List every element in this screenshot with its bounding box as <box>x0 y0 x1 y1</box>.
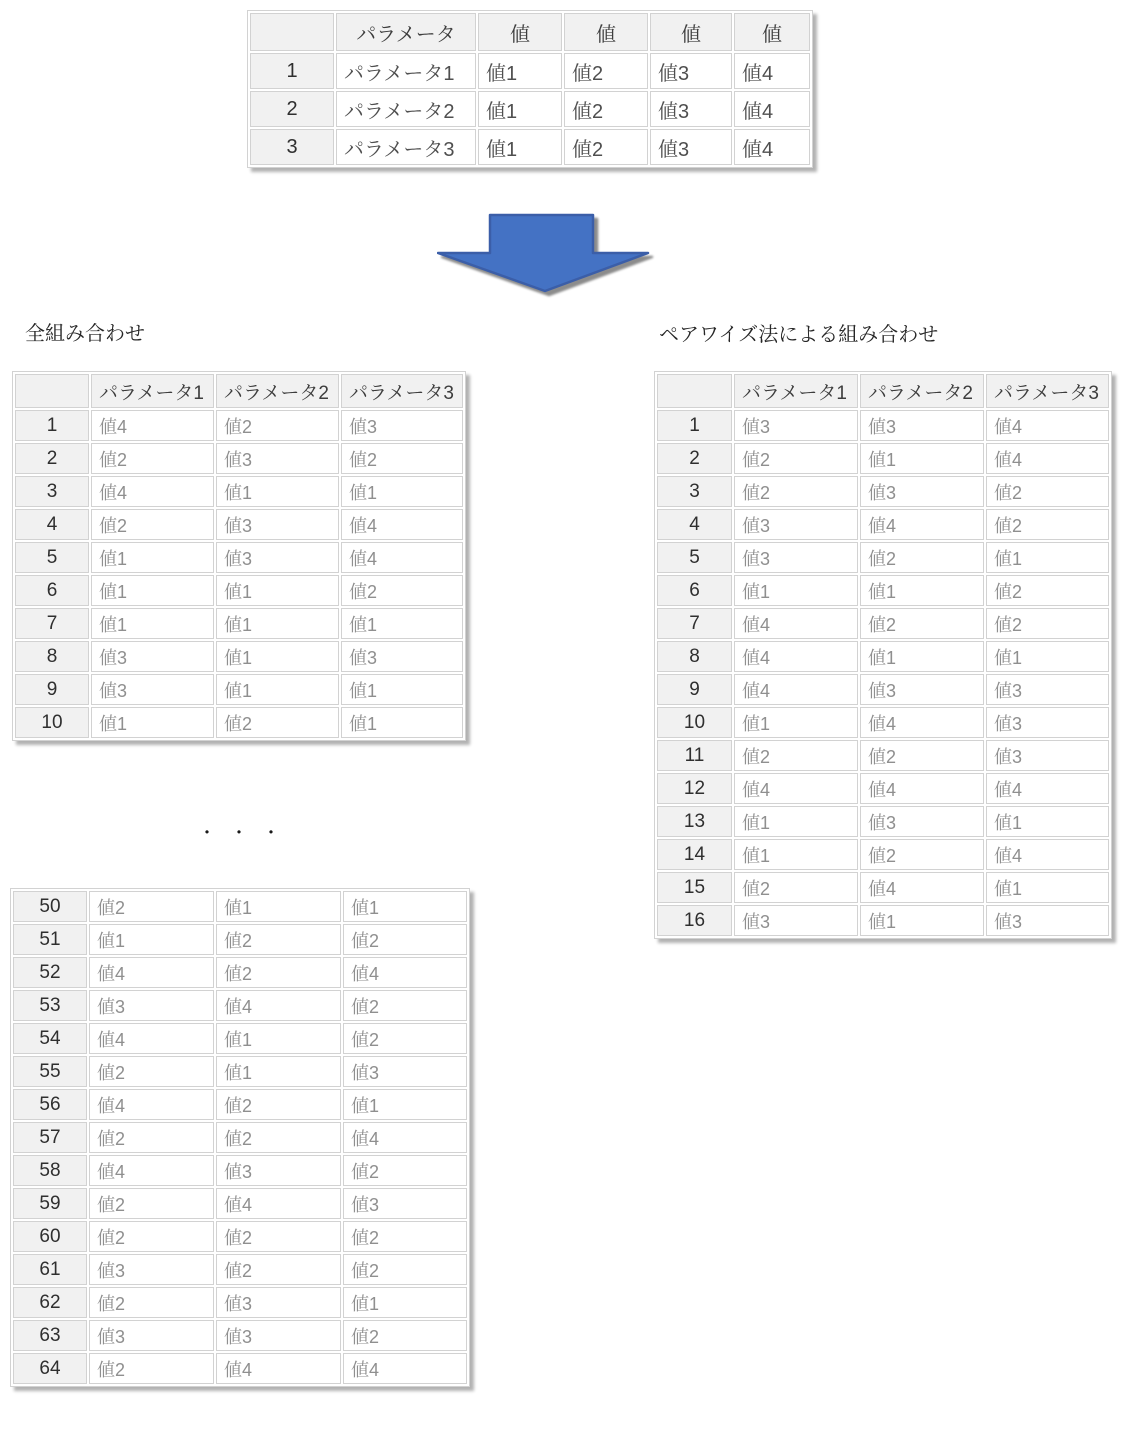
column-header: パラメータ3 <box>341 374 463 408</box>
value-cell: 値2 <box>986 575 1109 606</box>
value-cell: 値2 <box>734 443 858 474</box>
value-cell: 値4 <box>860 773 984 804</box>
table-row <box>15 443 463 474</box>
table-row <box>657 641 1109 672</box>
value-cell: 値2 <box>341 443 463 474</box>
value-cell: 値2 <box>216 1221 341 1252</box>
value-cell: 値3 <box>650 129 732 165</box>
value-cell: 値1 <box>341 608 463 639</box>
value-cell: 値2 <box>343 1023 467 1054</box>
row-number: 2 <box>250 91 334 127</box>
value-cell: 値2 <box>216 1254 341 1285</box>
value-cell: パラメータ1 <box>336 53 476 89</box>
row-number: 12 <box>657 773 732 804</box>
value-cell: 値2 <box>343 1155 467 1186</box>
value-cell: 値1 <box>216 476 339 507</box>
value-cell: 値1 <box>986 872 1109 903</box>
table-row <box>13 1353 467 1384</box>
value-cell: 値4 <box>216 1353 341 1384</box>
row-number: 3 <box>250 129 334 165</box>
value-cell: 値1 <box>91 542 214 573</box>
full-combinations-label-text: 全組み合わせ <box>25 322 145 345</box>
value-cell: 値3 <box>343 1056 467 1087</box>
value-cell: 値1 <box>341 674 463 705</box>
table-row <box>250 91 810 127</box>
table-row <box>13 1089 467 1120</box>
row-number: 1 <box>657 410 732 441</box>
row-number: 16 <box>657 905 732 936</box>
row-number: 53 <box>13 990 87 1021</box>
row-number: 63 <box>13 1320 87 1351</box>
row-number: 58 <box>13 1155 87 1186</box>
header-row <box>657 374 1109 408</box>
value-cell: 値1 <box>341 707 463 738</box>
row-number: 61 <box>13 1254 87 1285</box>
value-cell: 値4 <box>734 674 858 705</box>
value-cell: 値1 <box>734 575 858 606</box>
row-number: 3 <box>15 476 89 507</box>
table-row <box>657 674 1109 705</box>
value-cell: 値3 <box>734 509 858 540</box>
row-number: 59 <box>13 1188 87 1219</box>
value-cell: 値1 <box>343 1089 467 1120</box>
row-number: 60 <box>13 1221 87 1252</box>
row-number: 54 <box>13 1023 87 1054</box>
table-row <box>250 53 810 89</box>
value-cell: 値3 <box>89 990 214 1021</box>
table-row <box>657 806 1109 837</box>
value-cell: 値4 <box>860 707 984 738</box>
value-cell: 値4 <box>89 1023 214 1054</box>
row-number: 8 <box>657 641 732 672</box>
table-row <box>657 509 1109 540</box>
value-cell: 値3 <box>216 1320 341 1351</box>
value-cell: 値3 <box>89 1320 214 1351</box>
value-cell: 値2 <box>216 957 341 988</box>
value-cell: 値2 <box>860 740 984 771</box>
row-number: 7 <box>657 608 732 639</box>
table-row <box>657 410 1109 441</box>
value-cell: 値2 <box>343 1254 467 1285</box>
table-row <box>15 707 463 738</box>
value-cell: 値1 <box>343 1287 467 1318</box>
full-combinations-table-continued <box>10 888 470 1387</box>
value-cell: 値1 <box>986 641 1109 672</box>
value-cell: 値3 <box>734 905 858 936</box>
table-row <box>13 1023 467 1054</box>
value-cell: 値3 <box>860 674 984 705</box>
row-number: 4 <box>15 509 89 540</box>
value-cell: 値2 <box>89 1221 214 1252</box>
column-header: パラメータ2 <box>216 374 339 408</box>
value-cell: 値1 <box>216 674 339 705</box>
value-cell: 値4 <box>734 641 858 672</box>
column-header: 値 <box>734 13 810 51</box>
value-cell: 値4 <box>343 957 467 988</box>
value-cell: 値1 <box>986 542 1109 573</box>
value-cell: 値4 <box>986 839 1109 870</box>
value-cell: 値3 <box>986 740 1109 771</box>
table-row <box>657 542 1109 573</box>
table-row <box>13 1221 467 1252</box>
row-number: 11 <box>657 740 732 771</box>
value-cell: 値2 <box>89 1353 214 1384</box>
value-cell: 値2 <box>89 1122 214 1153</box>
table-row <box>250 129 810 165</box>
value-cell: 値3 <box>341 410 463 441</box>
value-cell: 値2 <box>860 839 984 870</box>
table-row <box>657 476 1109 507</box>
value-cell: 値4 <box>91 410 214 441</box>
row-number: 55 <box>13 1056 87 1087</box>
value-cell: 値2 <box>216 924 341 955</box>
table-row <box>657 872 1109 903</box>
value-cell: 値3 <box>986 905 1109 936</box>
row-number: 8 <box>15 641 89 672</box>
value-cell: 値1 <box>216 575 339 606</box>
table-row <box>13 1287 467 1318</box>
row-number: 4 <box>657 509 732 540</box>
value-cell: 値4 <box>734 53 810 89</box>
value-cell: 値3 <box>650 91 732 127</box>
value-cell: 値3 <box>89 1254 214 1285</box>
column-header: パラメータ2 <box>860 374 984 408</box>
value-cell: 値3 <box>216 542 339 573</box>
value-cell: 値1 <box>216 1023 341 1054</box>
full-combinations-table <box>12 371 466 741</box>
value-cell: 値3 <box>986 674 1109 705</box>
value-cell: 値2 <box>89 1287 214 1318</box>
column-header: パラメータ3 <box>986 374 1109 408</box>
value-cell: 値2 <box>91 509 214 540</box>
down-arrow-shape <box>438 215 648 291</box>
value-cell: 値4 <box>734 91 810 127</box>
corner-cell <box>250 13 334 51</box>
value-cell: 値3 <box>341 641 463 672</box>
value-cell: 値2 <box>216 1122 341 1153</box>
value-cell: 値1 <box>91 608 214 639</box>
value-cell: 値3 <box>734 410 858 441</box>
table-row <box>15 575 463 606</box>
value-cell: 値1 <box>734 806 858 837</box>
row-number: 2 <box>657 443 732 474</box>
value-cell: 値2 <box>216 707 339 738</box>
header-row <box>15 374 463 408</box>
value-cell: 値4 <box>860 872 984 903</box>
table-row <box>657 707 1109 738</box>
row-number: 15 <box>657 872 732 903</box>
value-cell: 値1 <box>860 641 984 672</box>
value-cell: 値3 <box>650 53 732 89</box>
value-cell: 値1 <box>860 905 984 936</box>
down-arrow-icon <box>437 213 651 297</box>
row-number: 10 <box>657 707 732 738</box>
row-number: 1 <box>15 410 89 441</box>
table-row <box>657 839 1109 870</box>
table-row <box>15 509 463 540</box>
value-cell: 値4 <box>734 773 858 804</box>
value-cell: 値3 <box>860 410 984 441</box>
table-row <box>657 773 1109 804</box>
value-cell: 値4 <box>89 957 214 988</box>
value-cell: 値4 <box>216 990 341 1021</box>
value-cell: 値3 <box>216 509 339 540</box>
value-cell: パラメータ3 <box>336 129 476 165</box>
table-row <box>13 1188 467 1219</box>
value-cell: 値4 <box>343 1353 467 1384</box>
value-cell: 値1 <box>478 129 562 165</box>
table-row <box>13 924 467 955</box>
table-row <box>15 674 463 705</box>
value-cell: 値1 <box>860 575 984 606</box>
value-cell: 値4 <box>216 1188 341 1219</box>
value-cell: 値2 <box>89 891 214 922</box>
value-cell: 値2 <box>564 91 648 127</box>
value-cell: 値4 <box>986 443 1109 474</box>
value-cell: 値4 <box>734 608 858 639</box>
ellipsis-box <box>176 800 384 864</box>
full-combinations-label <box>7 305 215 357</box>
value-cell: 値1 <box>216 1056 341 1087</box>
table-row <box>13 1320 467 1351</box>
table-row <box>657 443 1109 474</box>
value-cell: 値4 <box>986 410 1109 441</box>
value-cell: 値2 <box>734 872 858 903</box>
table-row <box>15 641 463 672</box>
value-cell: 値3 <box>216 1155 341 1186</box>
column-header: 値 <box>564 13 648 51</box>
corner-cell <box>15 374 89 408</box>
table-row <box>15 476 463 507</box>
value-cell: 値4 <box>343 1122 467 1153</box>
row-number: 5 <box>657 542 732 573</box>
row-number: 51 <box>13 924 87 955</box>
row-number: 9 <box>657 674 732 705</box>
table-row <box>15 542 463 573</box>
value-cell: 値2 <box>91 443 214 474</box>
row-number: 3 <box>657 476 732 507</box>
value-cell: 値2 <box>860 608 984 639</box>
source-parameters-table <box>247 10 813 168</box>
table-row <box>13 891 467 922</box>
value-cell: 値1 <box>216 608 339 639</box>
value-cell: 値1 <box>91 707 214 738</box>
table-row <box>13 1056 467 1087</box>
value-cell: 値2 <box>734 476 858 507</box>
table-row <box>657 740 1109 771</box>
row-number: 50 <box>13 891 87 922</box>
value-cell: 値2 <box>343 1221 467 1252</box>
table-row <box>15 608 463 639</box>
row-number: 52 <box>13 957 87 988</box>
table-row <box>657 575 1109 606</box>
value-cell: 値3 <box>986 707 1109 738</box>
column-header: パラメータ1 <box>734 374 858 408</box>
table-row <box>13 1155 467 1186</box>
value-cell: 値3 <box>91 641 214 672</box>
pairwise-combinations-label-text: ペアワイズ法による組み合わせ <box>659 323 939 346</box>
value-cell: 値1 <box>986 806 1109 837</box>
row-number: 7 <box>15 608 89 639</box>
value-cell: 値2 <box>89 1056 214 1087</box>
value-cell: 値2 <box>343 990 467 1021</box>
value-cell: 値1 <box>860 443 984 474</box>
value-cell: 値2 <box>89 1188 214 1219</box>
value-cell: 値1 <box>478 91 562 127</box>
value-cell: 値1 <box>734 839 858 870</box>
value-cell: 値2 <box>216 410 339 441</box>
value-cell: 値4 <box>341 509 463 540</box>
row-number: 1 <box>250 53 334 89</box>
table-row <box>13 1254 467 1285</box>
value-cell: 値2 <box>860 542 984 573</box>
row-number: 13 <box>657 806 732 837</box>
column-header: パラメータ1 <box>91 374 214 408</box>
row-number: 14 <box>657 839 732 870</box>
value-cell: 値1 <box>216 641 339 672</box>
value-cell: 値4 <box>734 129 810 165</box>
row-number: 2 <box>15 443 89 474</box>
row-number: 6 <box>15 575 89 606</box>
value-cell: 値3 <box>343 1188 467 1219</box>
value-cell: 値2 <box>343 1320 467 1351</box>
value-cell: 値3 <box>216 1287 341 1318</box>
header-row <box>250 13 810 51</box>
value-cell: 値1 <box>343 891 467 922</box>
column-header: 値 <box>650 13 732 51</box>
value-cell: 値2 <box>216 1089 341 1120</box>
value-cell: 値2 <box>986 608 1109 639</box>
value-cell: 値2 <box>986 509 1109 540</box>
row-number: 10 <box>15 707 89 738</box>
column-header: 値 <box>478 13 562 51</box>
row-number: 64 <box>13 1353 87 1384</box>
value-cell: 値2 <box>564 129 648 165</box>
value-cell: 値3 <box>860 476 984 507</box>
ellipsis-text: ・・・ <box>198 823 294 843</box>
row-number: 56 <box>13 1089 87 1120</box>
value-cell: 値1 <box>91 575 214 606</box>
value-cell: 値4 <box>860 509 984 540</box>
value-cell: 値4 <box>986 773 1109 804</box>
row-number: 62 <box>13 1287 87 1318</box>
table-row <box>657 608 1109 639</box>
value-cell: 値4 <box>89 1155 214 1186</box>
value-cell: 値1 <box>216 891 341 922</box>
value-cell: パラメータ2 <box>336 91 476 127</box>
table-row <box>657 905 1109 936</box>
value-cell: 値2 <box>564 53 648 89</box>
value-cell: 値1 <box>734 707 858 738</box>
table-row <box>13 990 467 1021</box>
table-row <box>13 1122 467 1153</box>
table-row <box>15 410 463 441</box>
value-cell: 値1 <box>341 476 463 507</box>
column-header: パラメータ <box>336 13 476 51</box>
value-cell: 値2 <box>986 476 1109 507</box>
value-cell: 値3 <box>91 674 214 705</box>
value-cell: 値1 <box>478 53 562 89</box>
table-row <box>13 957 467 988</box>
row-number: 57 <box>13 1122 87 1153</box>
value-cell: 値4 <box>89 1089 214 1120</box>
row-number: 5 <box>15 542 89 573</box>
value-cell: 値3 <box>734 542 858 573</box>
value-cell: 値3 <box>860 806 984 837</box>
value-cell: 値3 <box>216 443 339 474</box>
value-cell: 値4 <box>91 476 214 507</box>
pairwise-combinations-label <box>637 303 1009 361</box>
pairwise-combinations-table <box>654 371 1112 939</box>
row-number: 6 <box>657 575 732 606</box>
row-number: 9 <box>15 674 89 705</box>
value-cell: 値2 <box>343 924 467 955</box>
corner-cell <box>657 374 732 408</box>
value-cell: 値1 <box>89 924 214 955</box>
value-cell: 値2 <box>734 740 858 771</box>
value-cell: 値2 <box>341 575 463 606</box>
value-cell: 値4 <box>341 542 463 573</box>
